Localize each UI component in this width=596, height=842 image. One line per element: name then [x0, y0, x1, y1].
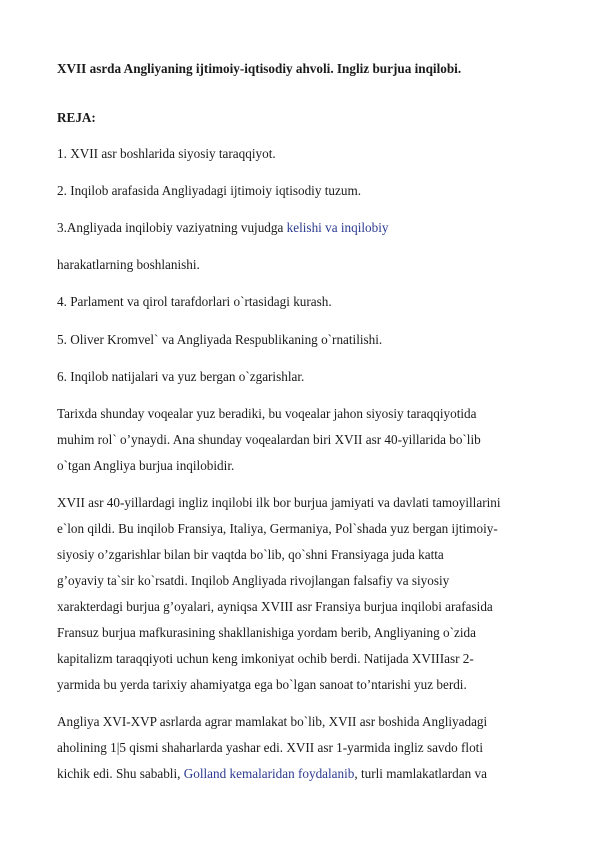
paragraph-2-line: yarmida bu yerda tarixiy ahamiyatga ega bo`lgan sanoat to’ntarishi yuz berdi.	[57, 677, 467, 692]
paragraph-1-line: o`tgan Angliya burjua inqilobidir.	[57, 458, 235, 473]
paragraph-3-line: aholining 1|5 qismi shaharlarda yashar edi. XVII asr 1-yarmida ingliz savdo floti	[57, 740, 483, 755]
document-title: XVII asrda Angliyaning ijtimoiy-iqtisodiy ahvoli. Ingliz burjua inqilobi.	[57, 61, 462, 76]
plan-item-3-link[interactable]: kelishi va inqilobiy	[286, 220, 389, 235]
paragraph-2-line: kapitalizm taraqqiyoti uchun keng imkoniyat ochib berdi. Natijada XVIIIasr 2-	[57, 651, 474, 666]
paragraph-2-line: siyosiy o’zgarishlar bilan bir vaqtda bo`lib, qo`shni Fransiyaga juda katta	[57, 547, 444, 562]
paragraph-2-line: Fransuz burjua mafkurasining shakllanishiga yordam berib, Angliyaning o`zida	[57, 625, 476, 640]
plan-item-2: 2. Inqilob arafasida Angliyadagi ijtimoiy iqtisodiy tuzum.	[57, 183, 362, 198]
paragraph-2-line: e`lon qildi. Bu inqilob Fransiya, Italiya, Germaniya, Pol`shada yuz bergan ijtimoiy-	[57, 521, 498, 536]
paragraph-3-line	[57, 766, 487, 782]
plan-item-3-continuation: harakatlarning boshlanishi.	[57, 257, 200, 272]
plan-item-6: 6. Inqilob natijalari va yuz bergan o`zgarishlar.	[57, 369, 305, 384]
paragraph-3-text: kichik edi. Shu sababli,	[57, 766, 184, 781]
paragraph-2-line: XVII asr 40-yillardagi ingliz inqilobi ilk bor burjua jamiyati va davlati tamoyillarini	[57, 495, 501, 510]
plan-item-3	[57, 220, 389, 236]
plan-item-1: 1. XVII asr boshlarida siyosiy taraqqiyot.	[57, 146, 276, 161]
paragraph-2-line: xarakterdagi burjua g’oyalari, ayniqsa XVIII asr Fransiya burjua inqilobi arafasida	[57, 599, 493, 614]
paragraph-2-line: g’oyaviy ta`sir ko`rsatdi. Inqilob Angliyada rivojlangan falsafiy va siyosiy	[57, 573, 450, 588]
paragraph-3-text-end: , turli mamlakatlardan va	[354, 766, 487, 781]
plan-item-5: 5. Oliver Kromvel` va Angliyada Respublikaning o`rnatilishi.	[57, 332, 383, 347]
plan-item-4: 4. Parlament va qirol tarafdorlari o`rtasidagi kurash.	[57, 294, 332, 309]
paragraph-1-line: muhim rol` o’ynaydi. Ana shunday voqealardan biri XVII asr 40-yillarida bo`lib	[57, 432, 481, 447]
paragraph-3-link[interactable]: Golland kemalaridan foydalanib	[183, 766, 355, 781]
plan-item-3-text: 3.Angliyada inqilobiy vaziyatning vujudga	[57, 220, 287, 235]
paragraph-1-line: Tarixda shunday voqealar yuz beradiki, bu voqealar jahon siyosiy taraqqiyotida	[57, 406, 477, 421]
paragraph-3-line: Angliya XVI-XVP asrlarda agrar mamlakat bo`lib, XVII asr boshida Angliyadagi	[57, 714, 488, 729]
plan-heading: REJA:	[57, 110, 96, 125]
